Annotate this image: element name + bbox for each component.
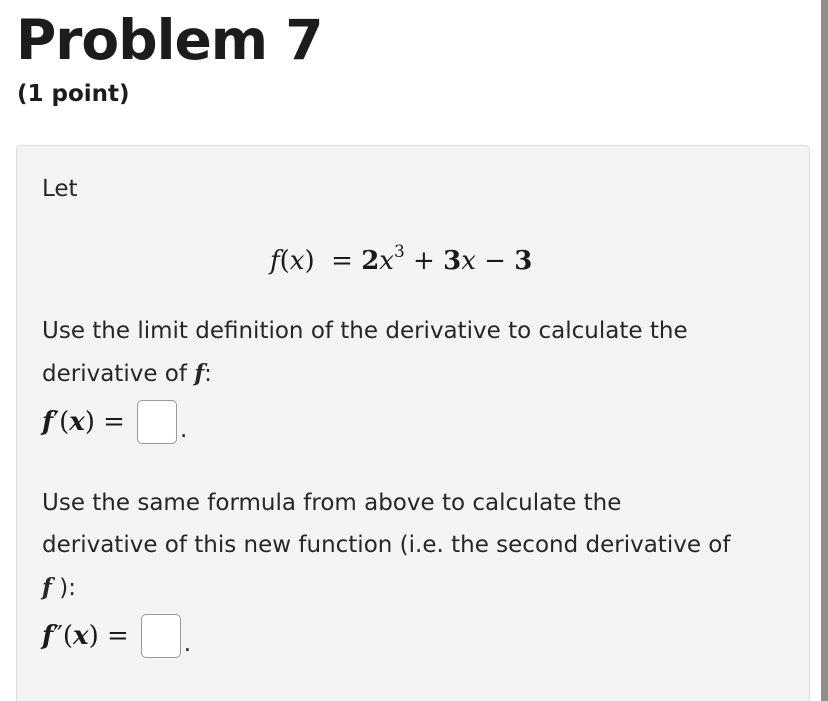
instruction-1-suffix: : <box>204 361 212 387</box>
answer-2-row <box>42 614 191 658</box>
function-equation <box>270 242 532 276</box>
intro-text: Let <box>42 176 78 202</box>
instruction-2-line-1: Use the same formula from above to calculate the <box>42 490 622 516</box>
answer-1-row <box>42 400 187 444</box>
function-symbol: f <box>194 360 205 387</box>
instruction-1-line-1: Use the limit definition of the derivative to calculate the <box>42 318 688 344</box>
instruction-1-line-2 <box>42 360 212 387</box>
answer-2-label: f″(x) = <box>42 621 129 651</box>
instruction-2-line-2: derivative of this new function (i.e. the second derivative of <box>42 532 731 558</box>
function-rhs: = $2x^3 + 3x - 3$ <box>322 242 533 276</box>
answer-1-input[interactable] <box>137 400 177 444</box>
answer-1-label: f′(x) = <box>42 407 125 437</box>
points-label: (1 point) <box>17 81 130 107</box>
function-lhs: f(x) <box>270 246 315 276</box>
instruction-1-prefix: derivative of <box>42 361 195 387</box>
instruction-2-line-3 <box>42 574 76 601</box>
answer-2-period: . <box>183 631 192 657</box>
answer-2-input[interactable] <box>141 614 181 658</box>
page-title: Problem 7 <box>16 8 323 72</box>
instruction-2-suffix: ): <box>51 575 76 601</box>
answer-1-period: . <box>179 417 188 443</box>
function-symbol: f <box>42 574 52 601</box>
page-right-divider <box>821 0 828 701</box>
